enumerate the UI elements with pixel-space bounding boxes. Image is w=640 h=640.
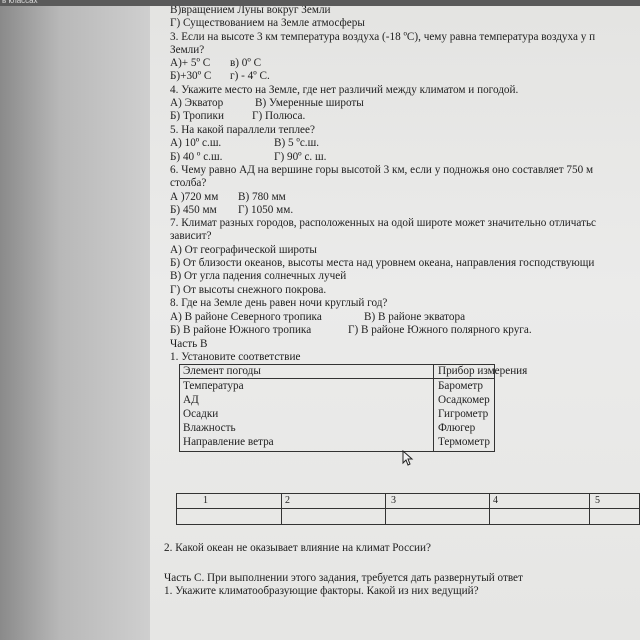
answer-number: 4 [493, 495, 498, 506]
question-7: 7. Климат разных городов, расположенных на одой широте может значительно отличатьс [170, 217, 597, 229]
option-a: А) От географической широты [170, 244, 317, 256]
option-a: А )720 мм [170, 191, 219, 203]
document-page [150, 6, 640, 640]
section-heading-part-b: Часть В [170, 338, 208, 350]
option-g: Г) 90º с. ш. [274, 151, 327, 163]
answer-cell[interactable] [490, 509, 589, 524]
answer-cell[interactable] [386, 509, 489, 524]
table-cell: Осадкомер [438, 394, 490, 406]
table-cell: Барометр [438, 380, 484, 392]
answer-cell[interactable] [590, 509, 639, 524]
option-b: Б) От близости океанов, высоты места над уровнем океана, направления господствующи [170, 257, 595, 269]
question-c1: 1. Укажите климатообразующие факторы. Какой из них ведущий? [164, 585, 479, 597]
table-header-divider [180, 378, 494, 379]
text-line: В)вращением Луны вокруг Земли [170, 6, 331, 16]
question-3: 3. Если на высоте 3 км температура воздуха (-18 ºС), чему равна температура воздуха у п [170, 31, 596, 43]
option-v: В) 5 ºс.ш. [274, 137, 320, 149]
option-g: Г) Полюса. [252, 110, 306, 122]
table-cell: Гигрометр [438, 408, 489, 420]
option-g: Г) 1050 мм. [238, 204, 294, 216]
option-b: Б) 450 мм [170, 204, 217, 216]
answer-number: 1 [203, 495, 208, 506]
table-column-divider [433, 365, 434, 451]
option-v: в) 0º С [230, 57, 262, 69]
option-g: Г) От высоты снежного покрова. [170, 284, 327, 296]
question-4: 4. Укажите место на Земле, где нет различий между климатом и погодой. [170, 84, 519, 96]
answer-number: 2 [285, 495, 290, 506]
table-cell: Флюгер [438, 422, 476, 434]
answer-cell[interactable] [282, 509, 385, 524]
task-matching-title: 1. Установите соответствие [170, 351, 301, 363]
option-v: В) Умеренные широты [255, 97, 364, 109]
option-a: А) Экватор [170, 97, 224, 109]
text-line: Земли? [170, 44, 205, 56]
table-cell: Направление ветра [183, 436, 274, 448]
option-g: г) - 4º С. [230, 70, 270, 82]
table-cell: АД [183, 394, 199, 406]
option-a: А)+ 5º С [170, 57, 211, 69]
text-line: Г) Существованием на Земле атмосферы [170, 17, 365, 29]
question-6: 6. Чему равно АД на вершине горы высотой 3 км, если у подножья оно составляет 750 м [170, 164, 594, 176]
option-b: Б) 40 º с.ш. [170, 151, 223, 163]
option-v: В) От угла падения солнечных лучей [170, 270, 347, 282]
option-v: В) 780 мм [238, 191, 286, 203]
option-b: Б) В районе Южного тропика [170, 324, 312, 336]
header-weather-element: Элемент погоды [183, 365, 261, 377]
section-heading-part-c: Часть С. При выполнении этого задания, требуется дать развернутый ответ [164, 572, 523, 584]
option-a: А) В районе Северного тропика [170, 311, 322, 323]
answer-number: 3 [391, 495, 396, 506]
table-cell: Термометр [438, 436, 490, 448]
option-a: А) 10º с.ш. [170, 137, 222, 149]
answer-cell[interactable] [177, 509, 281, 524]
option-v: В) В районе экватора [364, 311, 466, 323]
question-8: 8. Где на Земле день равен ночи круглый год? [170, 297, 388, 309]
table-cell: Влажность [183, 422, 236, 434]
header-instrument: Прибор измерения [438, 365, 528, 377]
question-5: 5. На какой параллели теплее? [170, 124, 315, 136]
text-line: зависит? [170, 230, 212, 242]
option-b: Б)+30º С [170, 70, 212, 82]
answer-table [176, 493, 640, 525]
matching-table [179, 364, 528, 452]
left-screen-margin [0, 6, 150, 640]
option-b: Б) Тропики [170, 110, 224, 122]
text-line: столба? [170, 177, 207, 189]
option-g: Г) В районе Южного полярного круга. [348, 324, 532, 336]
question-2: 2. Какой океан не оказывает влияние на климат России? [164, 542, 431, 554]
table-cell: Осадки [183, 408, 219, 420]
topbar-label: в классах [2, 0, 38, 5]
mouse-cursor-icon [402, 450, 414, 466]
table-cell: Температура [183, 380, 244, 392]
answer-number: 5 [595, 495, 600, 506]
